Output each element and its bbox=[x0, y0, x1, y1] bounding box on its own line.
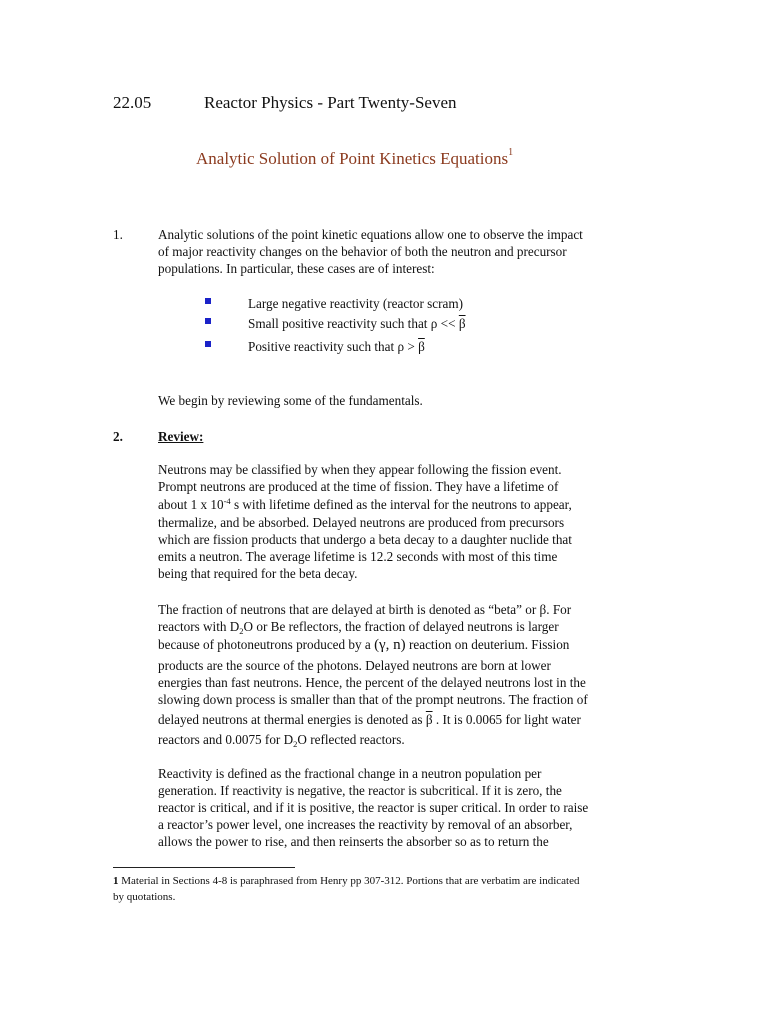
beta-bar-symbol: $\overline{\beta}$ bbox=[425, 712, 433, 727]
p1-line-5: which are fission products that undergo a beta decay to a daughter nuclide that bbox=[158, 532, 572, 547]
p3-line-2: generation. If reactivity is negative, the reactor is subcritical. If it is zero, the bbox=[158, 783, 562, 798]
footnote-divider bbox=[113, 867, 295, 868]
p3-line-4: a reactor’s power level, one increases the reactivity by removal of an absorber, bbox=[158, 817, 573, 832]
footnote-line-1 bbox=[113, 874, 579, 890]
p1-line-3 bbox=[158, 496, 572, 516]
footnote-mark: 1 bbox=[113, 875, 119, 887]
subscript: 2 bbox=[293, 739, 298, 749]
gamma-n-reaction: (γ, n) bbox=[374, 637, 406, 653]
p2-line-2-b: O or Be reflectors, the fraction of delayed neutrons is larger bbox=[243, 619, 559, 634]
p2-line-7-a: delayed neutrons at thermal energies is denoted as bbox=[158, 712, 426, 727]
bullet-item-1: Large negative reactivity (reactor scram) bbox=[248, 296, 464, 311]
footnote-reference: 1 bbox=[508, 147, 514, 159]
page-header-title: Reactor Physics - Part Twenty-Seven bbox=[204, 93, 457, 112]
course-number: 22.05 bbox=[113, 93, 152, 112]
p2-line-5: energies than fast neutrons. Hence, the percent of the delayed neutrons lost in the bbox=[158, 675, 586, 690]
p1-line-3-a: about 1 x 10 bbox=[158, 497, 224, 512]
section-1-closing: We begin by reviewing some of the fundamentals. bbox=[158, 393, 423, 408]
exponent: -4 bbox=[223, 496, 231, 506]
section-1-line-1: Analytic solutions of the point kinetic equations allow one to observe the impact bbox=[158, 227, 583, 242]
bullet-item-2-text: Small positive reactivity such that bbox=[248, 316, 431, 331]
p1-line-3-b: s with lifetime defined as the interval for the neutrons to appear, bbox=[230, 497, 572, 512]
p1-line-7: being that required for the beta decay. bbox=[158, 566, 358, 581]
p2-line-8-a: reactors and 0.0075 for D bbox=[158, 732, 294, 747]
p1-line-2: Prompt neutrons are produced at the time of fission. They have a lifetime of bbox=[158, 479, 559, 494]
section-1-number: 1. bbox=[113, 227, 123, 242]
p2-line-3-a: because of photoneutrons produced by a bbox=[158, 637, 375, 652]
document-title-text: Analytic Solution of Point Kinetics Equations bbox=[196, 149, 509, 168]
p2-line-2-a: reactors with D bbox=[158, 619, 240, 634]
beta-bar-symbol: $\overline{\beta}$ bbox=[418, 339, 425, 354]
p2-line-3 bbox=[158, 636, 569, 655]
p2-line-7 bbox=[158, 711, 581, 729]
document-title bbox=[196, 149, 513, 169]
p3-line-1: Reactivity is defined as the fractional change in a neutron population per bbox=[158, 766, 542, 781]
p3-line-5: allows the power to rise, and then reinserts the absorber so as to return the bbox=[158, 834, 549, 849]
section-2-number: 2. bbox=[113, 429, 123, 444]
bullet-item-3-math: ρ > bbox=[397, 339, 419, 354]
p2-line-8-b: O reflected reactors. bbox=[297, 732, 405, 747]
beta-bar-symbol: $\overline{\beta}$ bbox=[458, 316, 466, 331]
section-2-heading: Review: bbox=[158, 429, 204, 444]
bullet-marker bbox=[205, 298, 211, 304]
p1-line-6: emits a neutron. The average lifetime is 12.2 seconds with most of this time bbox=[158, 549, 558, 564]
bullet-marker bbox=[205, 341, 211, 347]
footnote-text-1: Material in Sections 4-8 is paraphrased from Henry pp 307-312. Portions that are verbatim are indicated bbox=[118, 875, 580, 887]
bullet-item-2 bbox=[248, 315, 466, 333]
p2-line-8 bbox=[158, 731, 405, 751]
footnote-line-2: by quotations. bbox=[113, 891, 176, 903]
p2-line-2 bbox=[158, 618, 559, 638]
p2-line-4: products are the source of the photons. Delayed neutrons are born at lower bbox=[158, 658, 551, 673]
section-1-line-3: populations. In particular, these cases are of interest: bbox=[158, 261, 435, 276]
p2-line-1: The fraction of neutrons that are delayed at birth is denoted as “beta” or β. For bbox=[158, 602, 572, 617]
bullet-item-2-math: ρ << bbox=[430, 316, 459, 331]
p1-line-1: Neutrons may be classified by when they appear following the fission event. bbox=[158, 462, 562, 477]
bullet-item-3 bbox=[248, 338, 425, 356]
section-1-line-2: of major reactivity changes on the behavior of both the neutron and precursor bbox=[158, 244, 567, 259]
p2-line-6: slowing down process is smaller than that of the prompt neutrons. The fraction of bbox=[158, 692, 588, 707]
p1-line-4: thermalize, and be absorbed. Delayed neutrons are produced from precursors bbox=[158, 515, 565, 530]
bullet-marker bbox=[205, 318, 211, 324]
p3-line-3: reactor is critical, and if it is positive, the reactor is super critical. In order to raise bbox=[158, 800, 589, 815]
p2-line-7-b: . It is 0.0065 for light water bbox=[432, 712, 581, 727]
p2-line-3-b: reaction on deuterium. Fission bbox=[405, 637, 570, 652]
subscript: 2 bbox=[239, 626, 244, 636]
bullet-item-3-text: Positive reactivity such that bbox=[248, 339, 398, 354]
